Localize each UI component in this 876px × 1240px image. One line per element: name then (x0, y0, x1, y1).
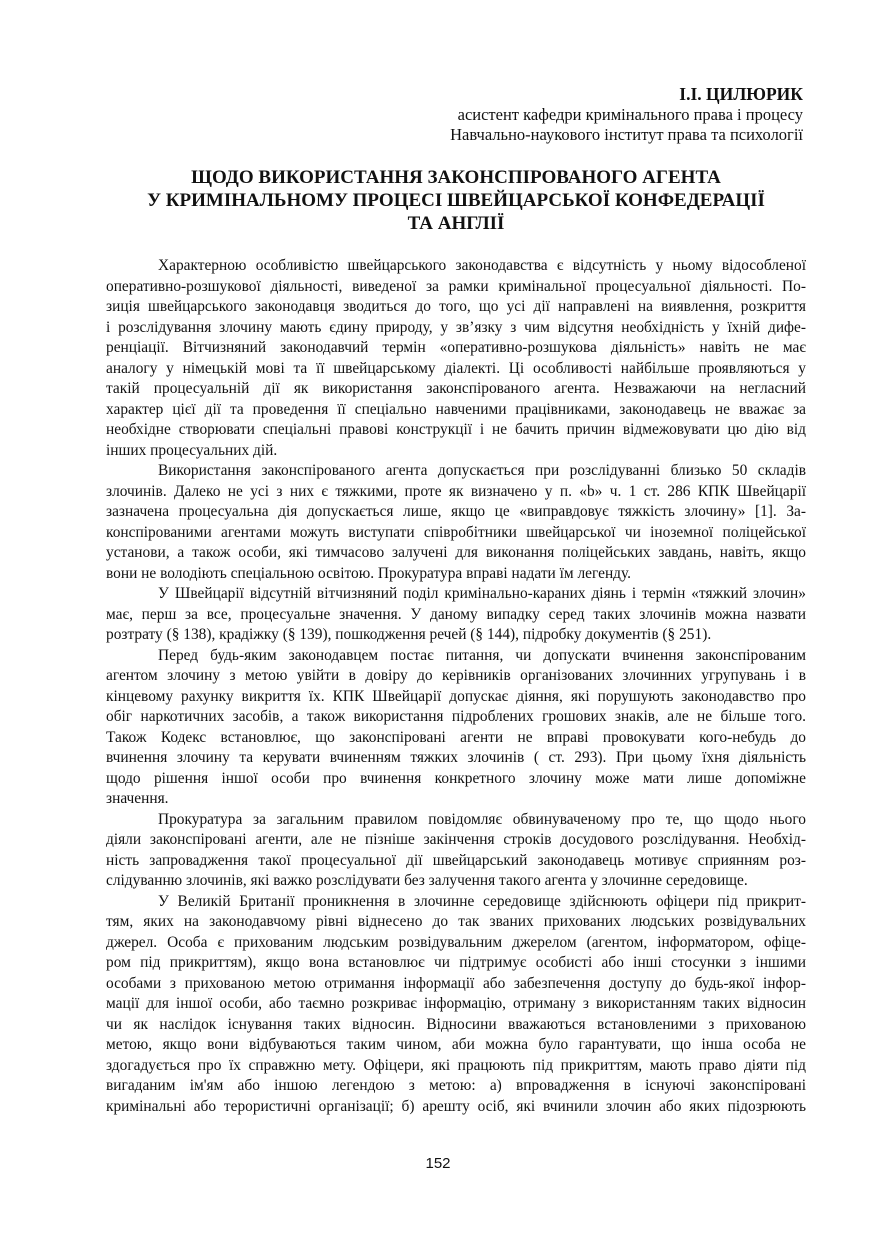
title-line: ЩОДО ВИКОРИСТАННЯ ЗАКОНСПІРОВАНОГО АГЕНТА (191, 167, 721, 188)
text-line: У Великій Британії проникнення в злочинне середовище здійснюють офіцери під прикрит- (158, 892, 806, 910)
text-line: вчинення злочину та керувати вчиненням тяжких злочинів ( ст. 293). При цьому їхня діяльність (106, 749, 806, 766)
paragraph (106, 256, 806, 461)
text-line: злочинів. Далеко не усі з них є тяжкими, проте як визначено у п. «b» ч. 1 ст. 286 КПК Швейцарії (106, 482, 806, 500)
author-institution: Навчально-наукового інститут права та психології (450, 125, 803, 144)
text-line: необхідне створювати спеціальні правові конструкції і не бачить причин відмежовувати цю дію від (106, 421, 806, 438)
author-block (450, 84, 803, 145)
text-line: аналогу у німецькій мові та її швейцарському діалекті. Ці особливості найбільше проявляються у (106, 359, 806, 377)
paragraph (106, 892, 806, 1118)
paragraph (106, 584, 806, 646)
text-line: слідуванню злочинів, які важко розслідувати без залучення такого агента у злочинне середовище. (106, 872, 748, 889)
text-line: діяли законспіровані агенти, але не пізніше закінчення строків досудового розслідування. Необхід- (106, 831, 806, 848)
text-line: здогадується про їх справжню мету. Офіцери, які працюють під прикриттям, мають право діяти під (106, 1056, 806, 1074)
text-line: обіг наркотичних засобів, а також використання підроблених грошових знаків, але не більше того. (106, 708, 806, 725)
author-name: І.І. ЦИЛЮРИК (679, 84, 803, 104)
text-line: Прокуратура за загальним правилом повідомляє обвинуваченому про те, що щодо нього (158, 810, 806, 828)
text-line: такій процесуальній дії як використання законспірованого агента. Незважаючи на негласний (106, 380, 806, 397)
text-line: мації для іншої особи, або таємно розкриває інформацію, отриману з використанням таких відносин (106, 995, 806, 1012)
text-line: щодо рішення іншої особи про вчинення конкретного злочину може мати лише допоміжне (106, 769, 806, 787)
text-line: джерел. Особа є прихованим людським розвідувальним джерелом (агентом, інформатором, офіце- (106, 933, 806, 951)
text-line: оперативно-розшукової діяльності, виведеної за рамки кримінальної процесуальної діяльності. По- (106, 277, 806, 295)
text-line: значення. (106, 790, 169, 807)
text-line: і розслідування злочину мають єдину природу, у зв’язку з чим відсутня необхідність у їхній дифе- (106, 318, 806, 336)
text-line: характер цієї дії та проведення її спеціально навченими працівниками, законодавець не вважає за (106, 400, 806, 418)
text-line: особами з прихованою метою отримання інформації або забезпечення доступу до будь-якої інфор- (106, 974, 806, 992)
article-body (106, 256, 806, 1117)
text-line: Також Кодекс встановлює, що законспіровані агенти не вправі провокувати кого-небудь до (106, 728, 806, 746)
text-line: Перед будь-яким законодавцем постає питання, чи допускати вчинення законспірованим (158, 646, 806, 664)
paragraph (106, 461, 806, 584)
paragraph (106, 646, 806, 810)
text-line: інших процесуальних дій. (106, 441, 278, 459)
text-line: тям, яких на законодавчому рівні віднесено до так званих прихованих людських розвідувальних (106, 913, 806, 930)
text-line: чи як наслідок існування таких відносин. Відносини вважаються встановленими з прихованою (106, 1015, 806, 1033)
text-line: ром під прикриттям), якщо вона встановлює чи підтримує особисті або інші стосунки з іншими (106, 954, 806, 971)
title-line: У КРИМІНАЛЬНОМУ ПРОЦЕСІ ШВЕЙЦАРСЬКОЇ КОНФЕДЕРАЦІЇ (147, 190, 765, 211)
page-number: 152 (425, 1155, 451, 1172)
text-line: У Швейцарії відсутній вітчизняний поділ кримінально-караних діянь і термін «тяжкий злочин» (158, 585, 806, 602)
text-line: Характерною особливістю швейцарського законодавства є відсутність у ньому відособленої (158, 257, 806, 274)
text-line: вони не володіють спеціальною освітою. Прокуратура вправі надати їм легенду. (106, 564, 632, 582)
text-line: має, перш за все, процесуальне значення. У даному випадку серед таких злочинів можна назвати (106, 605, 806, 623)
article-title (106, 166, 806, 235)
text-line: ренціації. Вітчизняний законодавчий термін «оперативно-розшукова діяльність» навіть не має (106, 339, 806, 356)
text-line: розтрату (§ 138), крадіжку (§ 139), пошкодження речей (§ 144), підробку документів (§ 251). (106, 626, 712, 643)
text-line: вигаданим ім'ям або іншою легендою з метою: а) впровадження в існуючі законспіровані (106, 1077, 806, 1094)
text-line: зазначена процесуальна дія допускається лише, якщо це «виправдовує тяжкість злочину» [1]. За- (106, 503, 806, 520)
text-line: ність запровадження такої процесуальної дії швейцарський законодавець мотивує сприянням роз- (106, 851, 806, 869)
text-line: кінцевому рахунку викриття їх. КПК Швейцарії допускає діяння, які порушують законодавство про (106, 687, 806, 705)
paragraph (106, 810, 806, 892)
text-line: установи, а також особи, які тимчасово залучені для виконання поліцейських завдань, навіть, якщо (106, 544, 806, 561)
text-line: зиція швейцарського законодавця зводиться до того, що усі дії направлені на виявлення, розкриття (106, 298, 806, 315)
text-line: Використання законспірованого агента допускається при розслідуванні близько 50 складів (158, 462, 806, 479)
text-line: кримінальні або терористичні організації; б) арешту осіб, які вчинили злочин або яких підозрюють (106, 1097, 806, 1115)
title-line: ТА АНГЛІЇ (407, 213, 505, 234)
text-line: конспірованими агентами можуть виступати співробітники швейцарської чи іноземної поліцейської (106, 523, 806, 541)
text-line: агентом злочину з метою увійти в довіру до керівників організованих злочинних угрупувань і в (106, 667, 806, 684)
text-line: метою, якщо вони відбуваються таким чином, аби можна було гарантувати, що інша особа не (106, 1036, 806, 1053)
author-position: асистент кафедри кримінального права і процесу (457, 105, 803, 124)
